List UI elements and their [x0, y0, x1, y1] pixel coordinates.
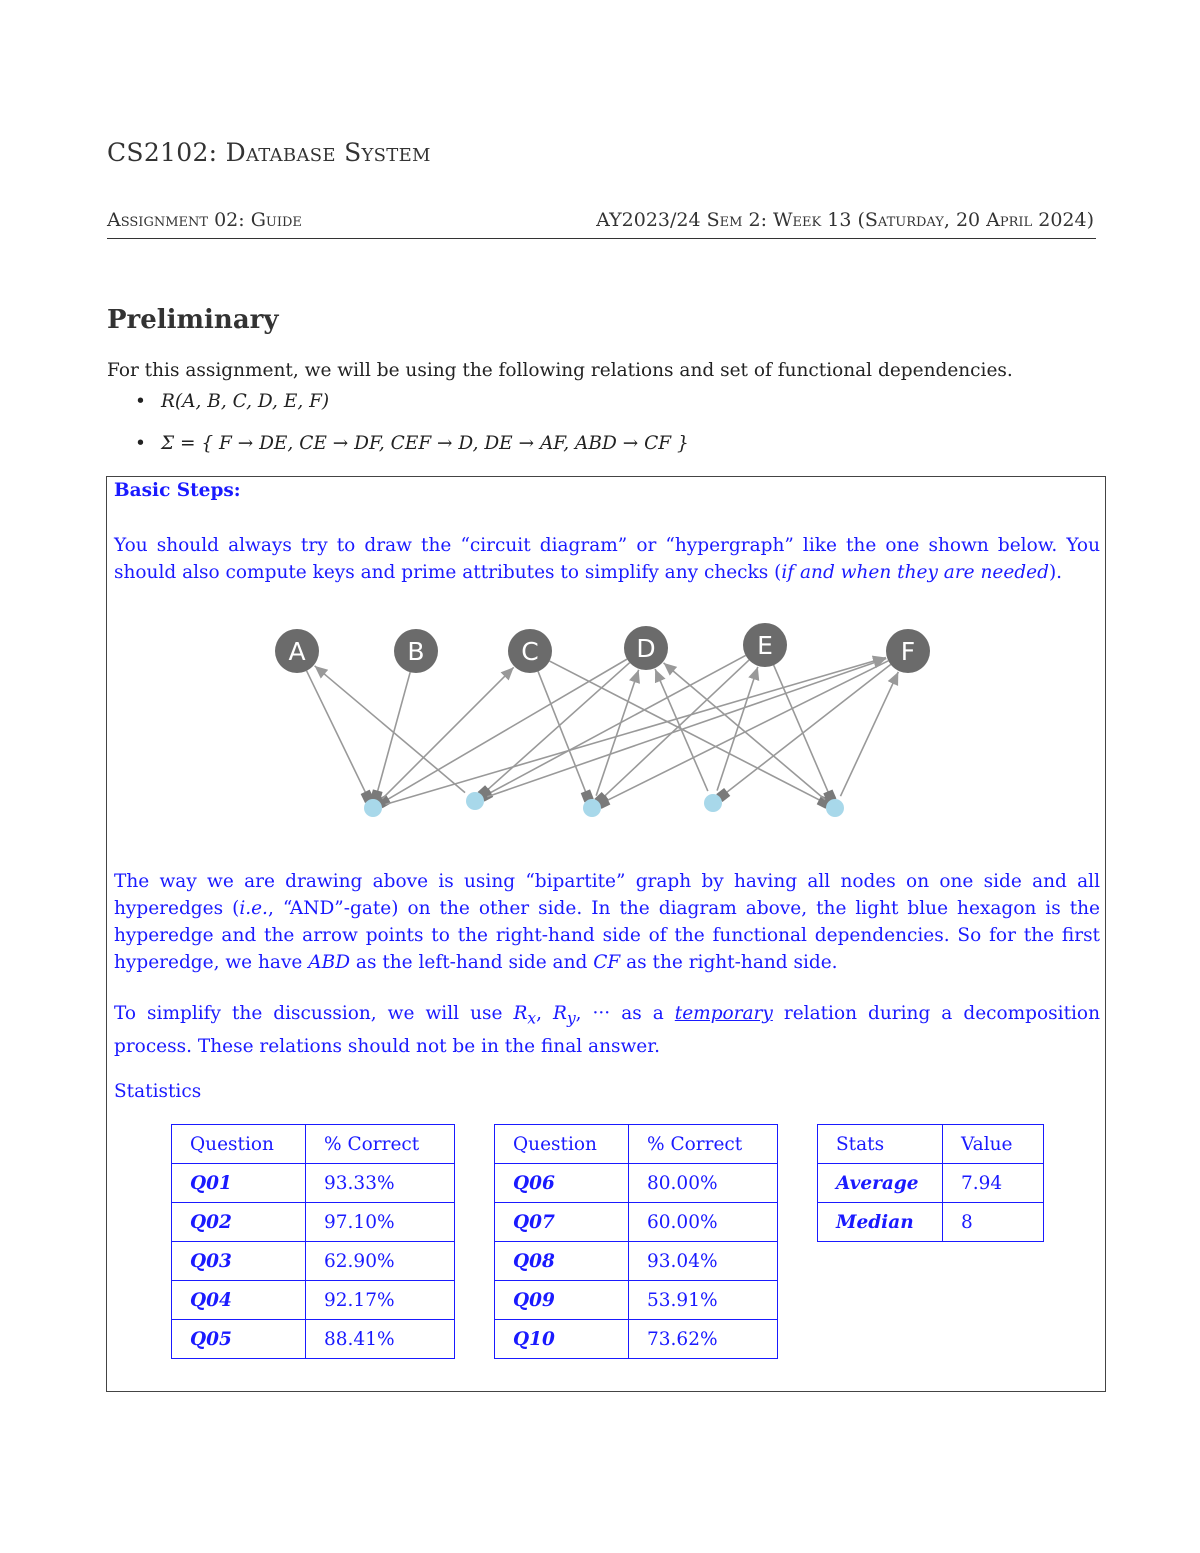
table-row [172, 1164, 455, 1203]
value-cell: 88.41% [306, 1320, 455, 1359]
para1-text-b: ). [1048, 562, 1063, 583]
question-cell: Q01 [172, 1164, 306, 1203]
para2-text-b: , “AND”-gate) on the other side. In the diagram above, the light blue hexagon is the hyperedge and the arrow points to the right-hand side of the functional dependencies. So for the first hyperedge, we have [114, 898, 1100, 973]
question-cell: Q05 [172, 1320, 306, 1359]
value-header: Value [943, 1125, 1044, 1164]
table-header-row [818, 1125, 1044, 1164]
table-row [495, 1164, 778, 1203]
question-cell: Q10 [495, 1320, 629, 1359]
question-cell: Q08 [495, 1242, 629, 1281]
stats-table-q01-q05 [171, 1124, 455, 1359]
table-header-row [172, 1125, 455, 1164]
table-row [495, 1281, 778, 1320]
table-row [172, 1203, 455, 1242]
temporary-emphasis: temporary [674, 1003, 773, 1024]
intro-text: For this assignment, we will be using the following relations and set of functional dependencies. [107, 360, 1013, 381]
hypergraph-diagram [270, 615, 950, 830]
question-cell: Q04 [172, 1281, 306, 1320]
fd-bullet [135, 433, 689, 454]
value-cell: 92.17% [306, 1281, 455, 1320]
header-rule [107, 238, 1096, 239]
statistics-heading: Statistics [114, 1081, 202, 1102]
table-row [172, 1320, 455, 1359]
para3-text-a: To simplify the discussion, we will use [114, 1003, 514, 1024]
relation-bullet [135, 391, 329, 412]
correct-header: % Correct [629, 1125, 778, 1164]
diagram-nodes [275, 623, 930, 673]
section-title: Preliminary [107, 305, 279, 335]
question-cell: Q02 [172, 1203, 306, 1242]
bullet-icon: • [135, 391, 146, 412]
hyperedge-5 [826, 799, 844, 817]
lhs-edge-E-h5 [774, 665, 830, 796]
node-label-C: C [521, 637, 539, 666]
rx-subscript: x [527, 1009, 537, 1028]
table-row [818, 1164, 1044, 1203]
correct-header: % Correct [306, 1125, 455, 1164]
value-cell: 62.90% [306, 1242, 455, 1281]
value-cell: 73.62% [629, 1320, 778, 1359]
stat-name-cell: Average [818, 1164, 943, 1203]
fd-set: Σ = { F → DE, CE → DF, CEF → D, DE → AF, ABD → CF } [161, 433, 689, 454]
node-label-A: A [288, 637, 306, 666]
node-label-E: E [757, 631, 773, 660]
stats-header: Stats [818, 1125, 943, 1164]
question-cell: Q03 [172, 1242, 306, 1281]
node-label-D: D [636, 634, 656, 663]
para2-text-d: as the right-hand side. [620, 952, 838, 973]
guide-paragraph-3 [114, 1000, 1100, 1060]
lhs-edge-A-h1 [307, 671, 368, 796]
para3-text-c: relation during a decomposition process. These relations should not be in the final answer. [114, 1003, 1100, 1057]
hyperedge-2 [466, 792, 484, 810]
diagram-edges [307, 655, 899, 808]
value-cell: 97.10% [306, 1203, 455, 1242]
relation-schema: R(A, B, C, D, E, F) [161, 391, 330, 412]
guide-heading: Basic Steps: [114, 480, 241, 501]
node-label-F: F [900, 637, 916, 666]
rhs-arrow-h5-F [840, 672, 898, 796]
value-cell: 53.91% [629, 1281, 778, 1320]
value-cell: 80.00% [629, 1164, 778, 1203]
ry-symbol: R [553, 1003, 567, 1024]
course-title: CS2102: Database System [107, 138, 431, 167]
hyperedge-3 [583, 799, 601, 817]
para2-text-c: as the left-hand side and [350, 952, 594, 973]
question-header: Question [172, 1125, 306, 1164]
lhs-edge-F-h3 [604, 661, 889, 802]
assignment-label: Assignment 02: Guide [107, 209, 302, 231]
para1-text-a: You should always try to draw the “circuit diagram” or “hypergraph” like the one shown below. You should also compute keys and prime attributes to simplify any checks ( [114, 535, 1100, 583]
para2-text-a: The way we are drawing above is using “bipartite” graph by having all nodes on one side and all hyperedges ( [114, 871, 1100, 919]
table-row [495, 1320, 778, 1359]
hyperedge-4 [704, 794, 722, 812]
lhs-edge-E-h2 [486, 655, 745, 794]
table-row [818, 1203, 1044, 1242]
table-row [495, 1242, 778, 1281]
lhs-edge-E-h3 [601, 660, 749, 799]
para3-sep: , [536, 1003, 553, 1024]
para1-emphasis: if and when they are needed [781, 562, 1049, 583]
value-cell: 93.33% [306, 1164, 455, 1203]
hyperedge-1 [364, 799, 382, 817]
rx-symbol: R [513, 1003, 528, 1024]
question-header: Question [495, 1125, 629, 1164]
value-cell: 93.04% [629, 1242, 778, 1281]
value-cell: 60.00% [629, 1203, 778, 1242]
table-row [172, 1281, 455, 1320]
lhs-edge-D-h1 [384, 659, 627, 801]
table-row [495, 1203, 778, 1242]
value-cell: 7.94 [943, 1164, 1044, 1203]
ry-subscript: y [566, 1009, 576, 1028]
table-row [172, 1242, 455, 1281]
bullet-icon: • [135, 433, 146, 454]
table-header-row [495, 1125, 778, 1164]
question-cell: Q09 [495, 1281, 629, 1320]
node-label-B: B [407, 637, 425, 666]
para3-text-b: as a [621, 1003, 675, 1024]
question-cell: Q06 [495, 1164, 629, 1203]
guide-paragraph-2 [114, 868, 1100, 976]
question-cell: Q07 [495, 1203, 629, 1242]
term-label: AY2023/24 Sem 2: Week 13 (Saturday, 20 April 2024) [596, 209, 1094, 231]
para2-emphasis: i.e. [239, 898, 268, 919]
para3-dots: , ··· [575, 1003, 622, 1024]
stat-name-cell: Median [818, 1203, 943, 1242]
stats-table-q06-q10 [494, 1124, 778, 1359]
rhs-arrow-h2-A [315, 666, 465, 793]
rhs-arrow-h2-F [487, 659, 886, 797]
para2-cf: CF [593, 952, 621, 973]
summary-stats-table [817, 1124, 1044, 1242]
guide-paragraph-1 [114, 532, 1100, 586]
para2-abd: ABD [308, 952, 351, 973]
value-cell: 8 [943, 1203, 1044, 1242]
